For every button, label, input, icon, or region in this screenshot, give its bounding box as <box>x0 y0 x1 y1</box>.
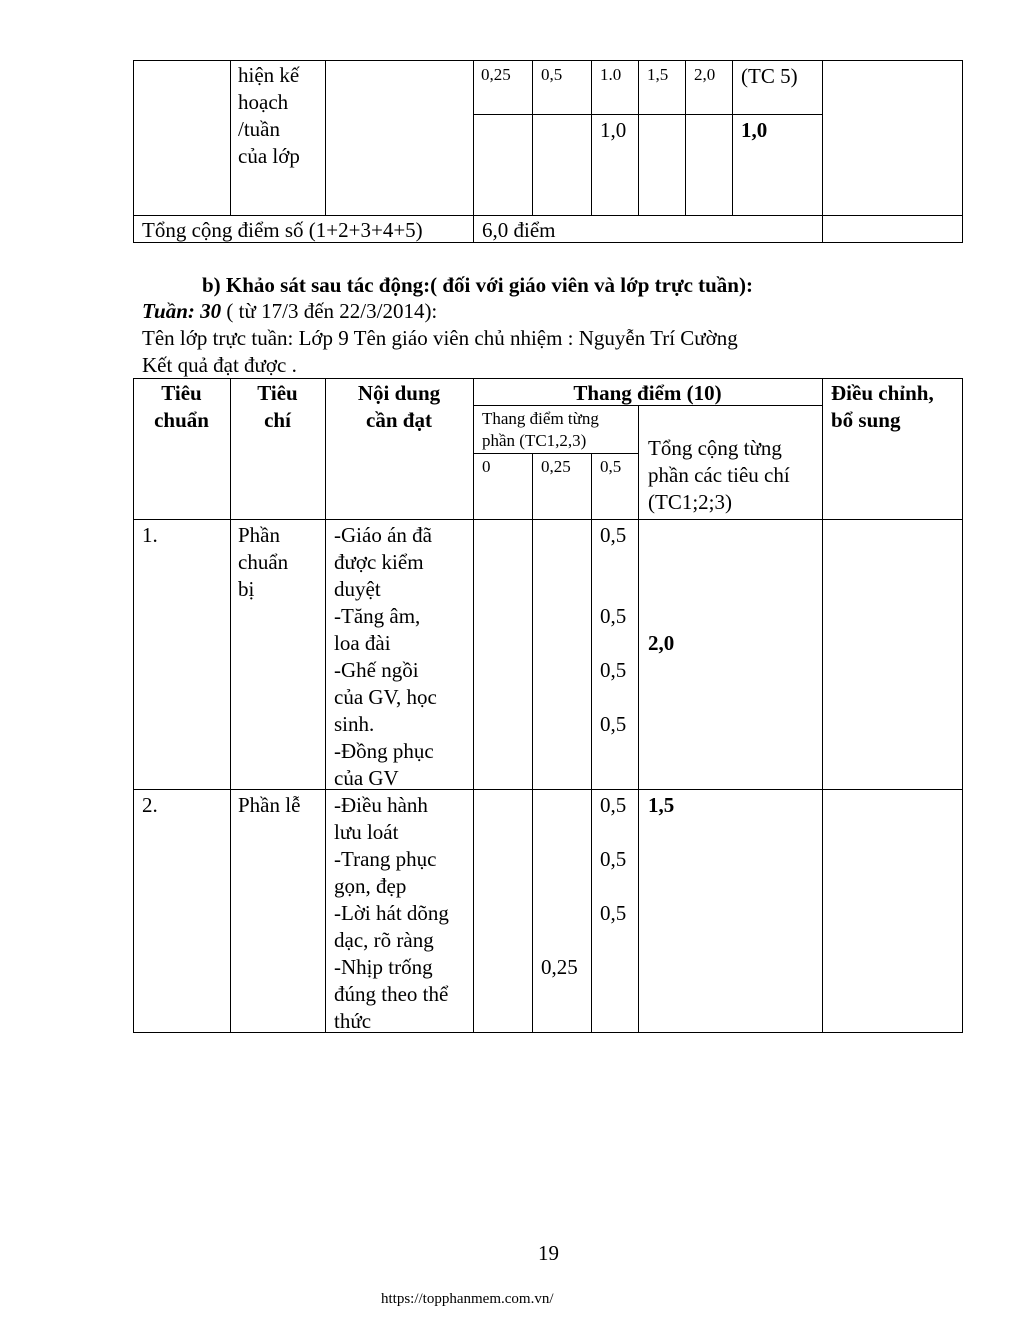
criterion-label-line: hoạch <box>238 90 289 114</box>
table-line <box>685 60 686 215</box>
header-tong-cong: Tổng cộng từng <box>648 436 782 460</box>
header-tieu-chuan: chuẩn <box>154 408 209 432</box>
header-tieu-chuan: Tiêu <box>161 381 202 405</box>
header-tong-cong: phần các tiêu chí <box>648 463 790 487</box>
table-line <box>230 60 231 215</box>
header-noi-dung: cần đạt <box>366 408 432 432</box>
row-content-line: duyệt <box>334 577 381 601</box>
row-content-line: -Đồng phục <box>334 739 434 763</box>
header-thang-diem-tung-phan: Thang điểm từng <box>482 409 599 428</box>
table-line <box>133 789 962 790</box>
row-content-line: được kiểm <box>334 550 424 574</box>
table-line <box>230 378 231 1033</box>
class-line: Tên lớp trực tuần: Lớp 9 Tên giáo viên chủ nhiệm : Nguyễn Trí Cường <box>142 326 738 350</box>
table-line <box>133 215 962 216</box>
row-content-line: lưu loát <box>334 820 399 844</box>
scale-header: 2,0 <box>694 65 716 84</box>
table-line <box>325 378 326 1033</box>
week-range: ( từ 17/3 đến 22/3/2014): <box>221 299 438 323</box>
total-label: Tổng cộng điểm số (1+2+3+4+5) <box>142 218 423 242</box>
table-line <box>473 114 822 115</box>
scale-header: 0,5 <box>541 65 563 84</box>
table-line <box>133 378 134 1033</box>
section-heading: b) Khảo sát sau tác động:( đối với giáo viên và lớp trực tuần): <box>202 273 753 297</box>
table-line <box>473 378 474 1033</box>
row-criterion: bị <box>238 577 255 601</box>
row-score: 0,5 <box>600 793 627 817</box>
table-line <box>532 60 533 215</box>
footer-url-link[interactable]: https://topphanmem.com.vn/ <box>381 1291 554 1307</box>
header-thang-diem-tung-phan: phần (TC1,2,3) <box>482 431 587 450</box>
table-line <box>591 60 592 215</box>
table-line <box>962 60 963 243</box>
row-content-line: -Nhịp trống <box>334 955 433 979</box>
row-content-line: loa đài <box>334 631 391 655</box>
table-line <box>822 378 823 1033</box>
row-score: 0,5 <box>600 901 627 925</box>
sub-scale: 0,5 <box>600 457 622 476</box>
row-content-line: -Trang phục <box>334 847 437 871</box>
row-criterion: chuẩn <box>238 550 289 574</box>
row-content-line: sinh. <box>334 712 375 736</box>
table-line <box>133 378 962 379</box>
header-thang-diem: Thang điểm (10) <box>573 381 722 405</box>
achieved-value: 1,0 <box>600 118 627 142</box>
row-content-line: đúng theo thể <box>334 982 449 1006</box>
row-content-line: -Giáo án đã <box>334 523 432 547</box>
table-line <box>133 519 962 520</box>
sub-scale: 0,25 <box>541 457 571 476</box>
row-content-line: -Tăng âm, <box>334 604 421 628</box>
row-score: 0,5 <box>600 604 627 628</box>
scale-header: 1.0 <box>600 65 622 84</box>
table-line <box>732 60 733 215</box>
table-line <box>638 405 639 1033</box>
row-content-line: của GV <box>334 766 399 790</box>
row-content-line: thức <box>334 1009 372 1033</box>
row-content-line: của GV, học <box>334 685 437 709</box>
scale-header: 0,25 <box>481 65 511 84</box>
row-content-line: -Lời hát dõng <box>334 901 449 925</box>
header-tieu-chi: chí <box>264 408 291 432</box>
table-line <box>532 453 533 1033</box>
row-total: 2,0 <box>648 631 675 655</box>
row-number: 2. <box>142 793 158 817</box>
table-line <box>473 453 638 454</box>
row-content-line: -Ghế ngồi <box>334 658 419 682</box>
header-tong-cong: (TC1;2;3) <box>648 490 732 514</box>
row-content-line: dạc, rõ ràng <box>334 928 434 952</box>
row-score: 0,5 <box>600 523 627 547</box>
criterion-label-line: của lớp <box>238 144 300 168</box>
criterion-label-line: /tuần <box>238 117 280 141</box>
achieved-total: 1,0 <box>741 118 768 142</box>
header-noi-dung: Nội dung <box>357 381 441 405</box>
header-dieu-chinh: Điều chỉnh, <box>831 381 934 405</box>
week-label: Tuần: 30 <box>142 299 222 323</box>
row-criterion: Phần lễ <box>238 793 301 817</box>
row-criterion: Phần <box>238 523 280 547</box>
table-line <box>133 60 962 61</box>
table-line <box>962 378 963 1033</box>
sub-scale: 0 <box>482 457 491 476</box>
row-content-line: gọn, đẹp <box>334 874 407 898</box>
table-line <box>133 1032 962 1033</box>
week-line <box>142 298 437 325</box>
row-score: 0,5 <box>600 847 627 871</box>
row-score: 0,25 <box>541 955 578 979</box>
table-line <box>591 453 592 1033</box>
table-line <box>822 60 823 243</box>
result-line: Kết quả đạt được . <box>142 353 297 377</box>
criterion-label-line: hiện kế <box>238 63 300 87</box>
header-tieu-chi: Tiêu <box>257 381 298 405</box>
row-total: 1,5 <box>648 793 675 817</box>
table-line <box>325 60 326 215</box>
table-line <box>133 60 134 243</box>
page-number: 19 <box>538 1241 559 1265</box>
tc5-label: (TC 5) <box>741 64 798 88</box>
row-score: 0,5 <box>600 658 627 682</box>
table-line <box>473 60 474 243</box>
total-value: 6,0 điểm <box>482 218 556 242</box>
table-line <box>638 60 639 215</box>
row-number: 1. <box>142 523 158 547</box>
header-dieu-chinh: bổ sung <box>831 408 901 432</box>
row-content-line: -Điều hành <box>334 793 428 817</box>
scale-header: 1,5 <box>647 65 669 84</box>
row-score: 0,5 <box>600 712 627 736</box>
